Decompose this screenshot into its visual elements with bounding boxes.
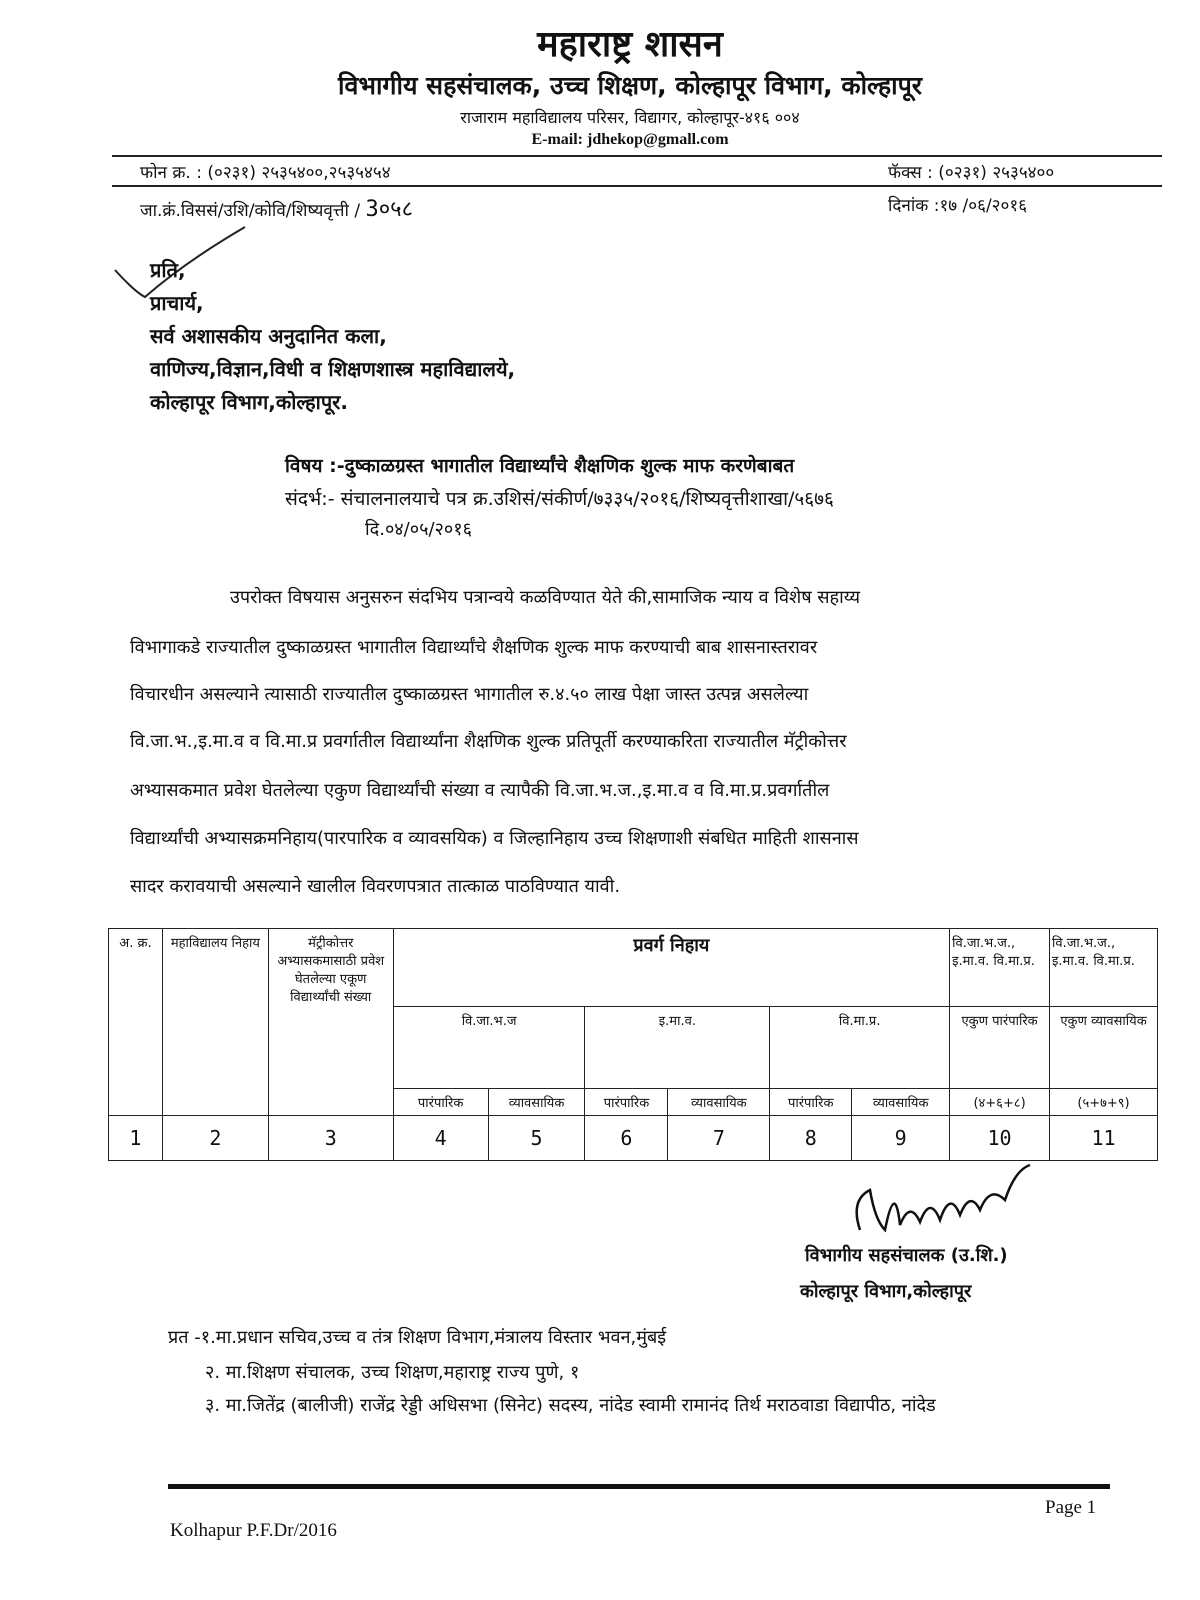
sub-header: पारंपारिक [393,1089,488,1116]
reference-date: दि.०४/०५/२०१६ [365,519,472,540]
col-number: 11 [1050,1116,1158,1161]
information-form-table [108,928,1158,1161]
footer-code: Kolhapur P.F.Dr/2016 [170,1520,337,1541]
signature-icon [840,1160,1040,1255]
col-number: 7 [668,1116,770,1161]
header-sr: अ. क्र. [109,929,163,1116]
copy-line: २. मा.शिक्षण संचालक, उच्च शिक्षण,महाराष्ट्र राज्य पुणे, १ [205,1362,580,1383]
footer-rule [168,1484,1110,1489]
signatory-title: विभागीय सहसंचालक (उ.शि.) [805,1245,1008,1266]
col-number: 6 [585,1116,668,1161]
col-number: 1 [109,1116,163,1161]
office-email: E-mail: jdhekop@gmall.com [531,131,729,148]
header-total: मॅट्रीकोत्तर अभ्यासकमासाठी प्रवेश घेतलेल्या एकूण विद्यार्थ्यांची संख्या [268,929,393,1116]
office-name: विभागीय सहसंचालक, उच्च शिक्षण, कोल्हापूर विभाग, कोल्हापूर [338,71,922,100]
copy-line: ३. मा.जितेंद्र (बालीजी) राजेंद्र रेड्डी अधिसभा (सिनेट) सदस्य, नांदेड स्वामी रामानंद तिर्थ मराठवाडा विद्यापीठ, नांदेड [205,1395,936,1416]
recipient-line: सर्व अशासकीय अनुदानित कला, [150,324,387,348]
recipient-line: प्रति, [150,258,186,282]
body-line: उपरोक्त विषयास अनुसरुन संदभिय पत्रान्वये कळविण्यात येते की,सामाजिक न्याय व विशेष सहाय्य [230,587,861,608]
header-total-traditional: एकुण पारंपारिक [950,1007,1050,1089]
recipient-line: वाणिज्य,विज्ञान,विधी व शिक्षणशास्त्र महाविद्यालये, [150,357,516,381]
col-number: 2 [162,1116,268,1161]
signatory-office: कोल्हापूर विभाग,कोल्हापूर [800,1281,972,1302]
col-number: 4 [393,1116,488,1161]
col-number: 3 [268,1116,393,1161]
col-number: 10 [950,1116,1050,1161]
ref-number-label: जा.क्रं.विससं/उशि/कोवि/शिष्यवृत्ती / [140,201,361,221]
divider [112,155,1162,157]
col-number: 9 [852,1116,950,1161]
page-number: Page 1 [1045,1497,1097,1518]
header-category: प्रवर्ग निहाय [393,929,949,1007]
handwritten-number: 3०५८ [365,197,414,222]
col-number: 5 [488,1116,585,1161]
sub-header: व्यावसायिक [668,1089,770,1116]
body-line: वि.जा.भ.,इ.मा.व व वि.मा.प्र प्रवर्गातील विद्यार्थ्यांना शैक्षणिक शुल्क प्रतिपूर्ती करण्याकरिता राज्यातील मॅट्रीकोत्तर [130,731,847,752]
body-line: विचारधीन असल्याने त्यासाठी राज्यातील दुष्काळग्रस्त भागातील रु.४.५० लाख पेक्षा जास्त उत्पन्न असलेल्या [130,684,809,705]
letterhead-title: महाराष्ट्र शासन [537,24,723,65]
group-vjbj: वि.जा.भ.ज [393,1007,585,1089]
office-address: राजाराम महाविद्यालय परिसर, विद्यागर, कोल्हापूर-४१६ ००४ [460,108,800,127]
subject: विषय :-दुष्काळग्रस्त भागातील विद्यार्थ्यांचे शैक्षणिक शुल्क माफ करणेबाबत [285,455,795,477]
group-vmp: वि.मा.प्र. [770,1007,950,1089]
sub-header: पारंपारिक [585,1089,668,1116]
group-imv: इ.मा.व. [585,1007,770,1089]
formula-col10: (४+६+८) [950,1089,1050,1116]
phone: फोन क्र. : (०२३१) २५३५४००,२५३५४५४ [140,163,391,183]
letter-date: दिनांक :१७ /०६/२०१६ [888,196,1028,216]
header-col11-top: वि.जा.भ.ज., इ.मा.व. वि.मा.प्र. [1050,929,1158,1007]
column-number-row [109,1116,1158,1161]
copy-line: प्रत -१.मा.प्रधान सचिव,उच्च व तंत्र शिक्षण विभाग,मंत्रालय विस्तार भवन,मुंबई [168,1327,667,1348]
reference: संदर्भ:- संचालनालयाचे पत्र क्र.उशिसं/संकीर्ण/७३३५/२०१६/शिष्यवृत्तीशाखा/५६७६ [285,488,834,510]
header-col10-top: वि.जा.भ.ज., इ.मा.व. वि.मा.प्र. [950,929,1050,1007]
fax: फॅक्स : (०२३१) २५३५४०० [888,163,1055,183]
body-line: अभ्यासकमात प्रवेश घेतलेल्या एकुण विद्यार्थ्यांची संख्या व त्यापैकी वि.जा.भ.ज.,इ.मा.व व वि.मा.प्र.प्रवर्गातील [130,780,830,801]
body-line: विभागाकडे राज्यातील दुष्काळग्रस्त भागातील विद्यार्थ्यांचे शैक्षणिक शुल्क माफ करण्याची बाब शासनास्तरावर [130,637,818,658]
divider [112,185,1162,187]
body-line: सादर करावयाची असल्याने खालील विवरणपत्रात तात्काळ पाठविण्यात यावी. [130,876,621,897]
body-line: विद्यार्थ्यांची अभ्यासक्रमनिहाय(पारपारिक व व्यावसयिक) व जिल्हानिहाय उच्च शिक्षणाशी संबधित माहिती शासनास [130,828,859,849]
sub-header: व्यावसायिक [852,1089,950,1116]
header-college: महाविद्यालय निहाय [162,929,268,1116]
recipient-line: प्राचार्य, [150,291,204,315]
recipient-line: कोल्हापूर विभाग,कोल्हापूर. [150,390,348,414]
header-total-professional: एकुण व्यावसायिक [1050,1007,1158,1089]
recipient-block [150,254,515,419]
formula-col11: (५+७+९) [1050,1089,1158,1116]
sub-header: पारंपारिक [770,1089,852,1116]
col-number: 8 [770,1116,852,1161]
reference-number [140,193,413,223]
sub-header: व्यावसायिक [488,1089,585,1116]
